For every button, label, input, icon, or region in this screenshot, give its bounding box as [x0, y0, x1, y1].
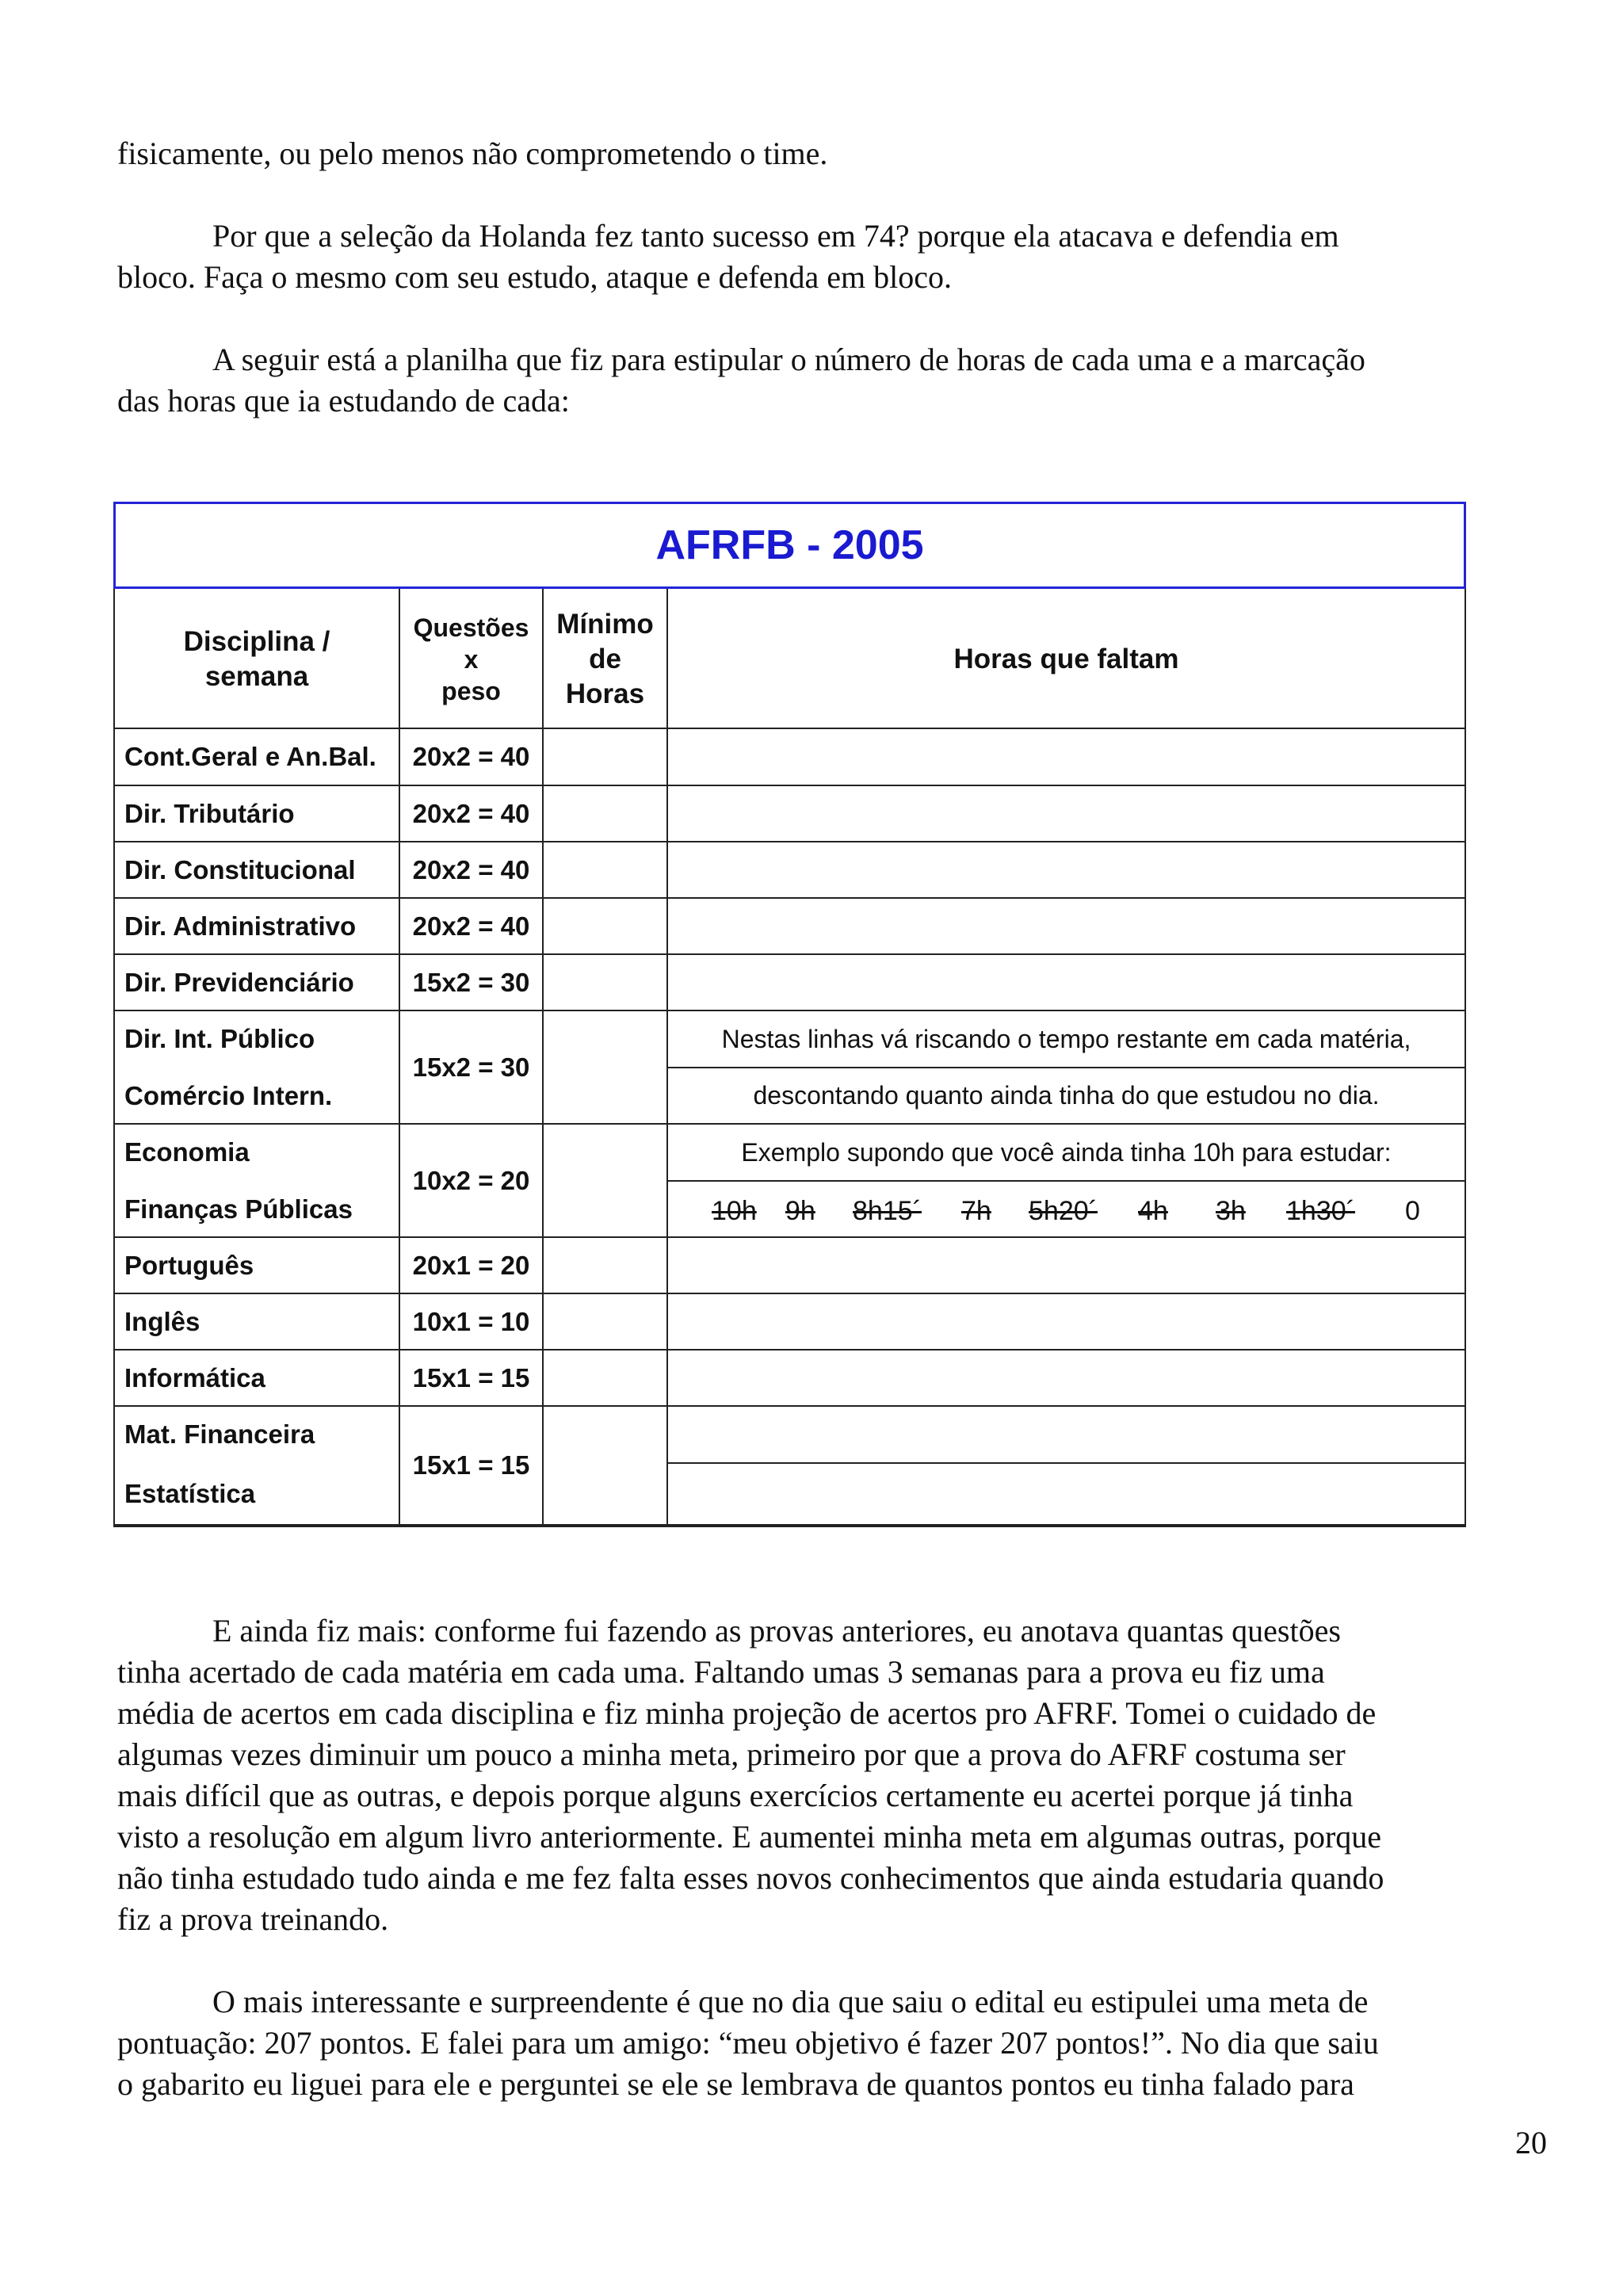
row-questoes: 15x1 = 15 — [412, 1450, 530, 1480]
row-disciplina: Informática — [124, 1362, 265, 1392]
paragraph-line: não tinha estudado tudo ainda e me fez falta esses novos conhecimentos que ainda estudaria quando — [117, 1860, 1384, 1896]
paragraph-line: O mais interessante e surpreendente é que no dia que saiu o edital eu estipulei uma meta de — [212, 1984, 1369, 2019]
row-disciplina: Mat. Financeira — [124, 1419, 315, 1449]
paragraph-line: bloco. Faça o mesmo com seu estudo, ataque e defenda em bloco. — [117, 259, 952, 295]
header-minimo-horas: Mínimo de Horas — [556, 608, 654, 709]
paragraph-5 — [117, 1981, 1544, 2105]
paragraph-line: tinha acertado de cada matéria em cada uma. Faltando umas 3 semanas para a prova eu fiz uma — [117, 1654, 1325, 1690]
example-value: 5h20´ — [1029, 1195, 1098, 1226]
paragraph-1 — [117, 133, 1544, 174]
paragraph-line: visto a resolução em algum livro anteriormente. E aumentei minha meta em algumas outras, porque — [117, 1819, 1382, 1855]
row-disciplina: Inglês — [124, 1306, 200, 1336]
paragraph-line: fiz a prova treinando. — [117, 1901, 389, 1937]
row-disciplina: Estatística — [124, 1479, 256, 1508]
row-questoes: 20x1 = 20 — [412, 1250, 530, 1280]
example-value: 1h30´ — [1286, 1195, 1355, 1226]
paragraph-line: mais difícil que as outras, e depois porque alguns exercícios certamente eu acertei porque já tinha — [117, 1778, 1354, 1813]
paragraph-line: A seguir está a planilha que fiz para estipular o número de horas de cada uma e a marcação — [212, 342, 1365, 377]
page-number: 20 — [1515, 2125, 1547, 2160]
row-disciplina: Comércio Intern. — [124, 1080, 333, 1110]
row-questoes: 20x2 = 40 — [412, 911, 530, 941]
instruction-note: Nestas linhas vá riscando o tempo restante em cada matéria, — [721, 1024, 1411, 1053]
table-title: AFRFB - 2005 — [113, 502, 1466, 589]
paragraph-2 — [117, 216, 1544, 298]
study-hours-table — [113, 502, 1466, 1527]
paragraph-line: o gabarito eu liguei para ele e perguntei se ele se lembrava de quantos pontos eu tinha falado para — [117, 2066, 1354, 2102]
row-questoes: 10x2 = 20 — [412, 1165, 530, 1195]
row-disciplina: Economia — [124, 1137, 250, 1167]
paragraph-line: fisicamente, ou pelo menos não comprometendo o time. — [117, 136, 828, 171]
row-questoes: 20x2 = 40 — [412, 742, 530, 771]
paragraph-line: pontuação: 207 pontos. E falei para um amigo: “meu objetivo é fazer 207 pontos!”. No dia que saiu — [117, 2025, 1379, 2061]
row-disciplina: Dir. Tributário — [124, 798, 295, 828]
instruction-note: descontando quanto ainda tinha do que estudou no dia. — [753, 1081, 1380, 1110]
row-questoes: 20x2 = 40 — [412, 854, 530, 884]
row-disciplina: Dir. Administrativo — [124, 911, 357, 941]
example-value: 0 — [1405, 1195, 1420, 1226]
row-disciplina: Finanças Públicas — [124, 1194, 353, 1224]
row-disciplina: Cont.Geral e An.Bal. — [124, 742, 376, 771]
header-disciplina: Disciplina / semana — [183, 625, 330, 692]
example-value: 7h — [961, 1195, 991, 1226]
example-value: 9h — [785, 1195, 815, 1226]
paragraph-3 — [117, 339, 1544, 422]
example-value: 4h — [1138, 1195, 1168, 1226]
paragraph-line: Por que a seleção da Holanda fez tanto sucesso em 74? porque ela atacava e defendia em — [212, 218, 1339, 254]
paragraph-4 — [117, 1610, 1544, 1940]
paragraph-line: E ainda fiz mais: conforme fui fazendo as provas anteriores, eu anotava quantas questões — [212, 1613, 1341, 1648]
row-disciplina: Dir. Previdenciário — [124, 967, 354, 997]
example-value: 3h — [1216, 1195, 1246, 1226]
paragraph-line: das horas que ia estudando de cada: — [117, 383, 570, 418]
row-disciplina: Dir. Int. Público — [124, 1024, 315, 1053]
row-questoes: 15x2 = 30 — [412, 1052, 530, 1082]
row-questoes: 15x2 = 30 — [412, 967, 530, 997]
row-disciplina: Português — [124, 1250, 254, 1280]
row-questoes: 20x2 = 40 — [412, 798, 530, 828]
example-value: 8h15´ — [853, 1195, 922, 1226]
example-note: Exemplo supondo que você ainda tinha 10h para estudar: — [741, 1137, 1392, 1167]
example-value: 10h — [712, 1195, 757, 1226]
paragraph-line: média de acertos em cada disciplina e fiz minha projeção de acertos pro AFRF. Tomei o cuidado de — [117, 1695, 1377, 1731]
header-questoes: Questões x peso — [413, 613, 529, 705]
row-disciplina: Dir. Constitucional — [124, 854, 356, 884]
paragraph-line: algumas vezes diminuir um pouco a minha meta, primeiro por que a prova do AFRF costuma ser — [117, 1736, 1346, 1772]
row-questoes: 10x1 = 10 — [412, 1306, 530, 1336]
header-horas-que-faltam: Horas que faltam — [953, 643, 1179, 674]
row-questoes: 15x1 = 15 — [412, 1362, 530, 1392]
